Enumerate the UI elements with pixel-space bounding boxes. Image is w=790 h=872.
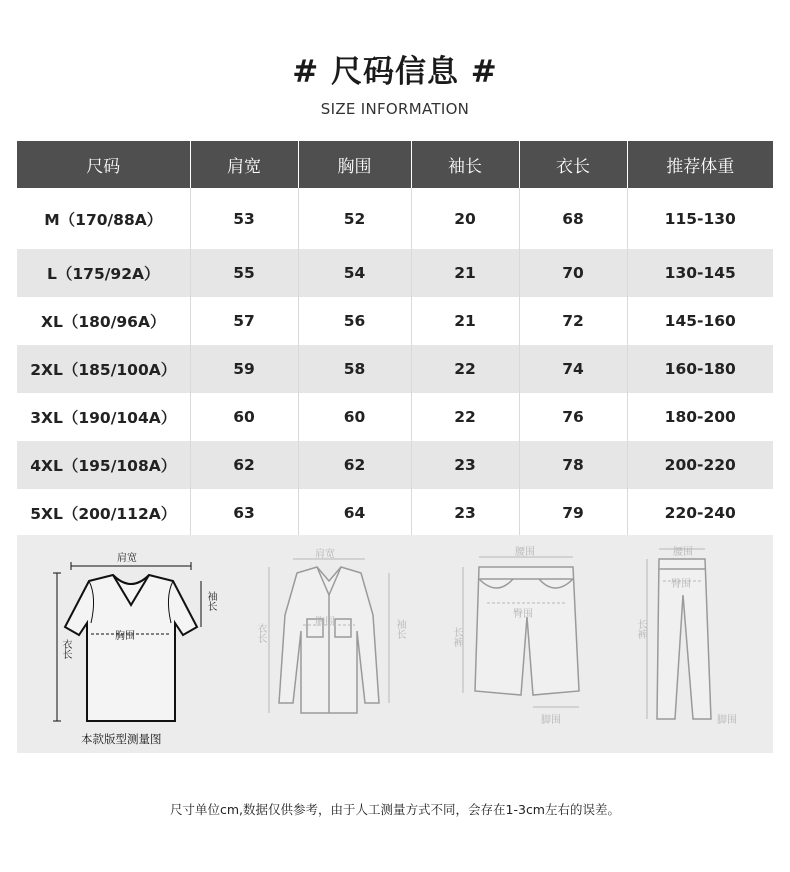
cell-sleeve: 22 xyxy=(411,393,519,441)
measurement-diagram xyxy=(17,535,773,753)
header-size: 尺码 xyxy=(17,141,190,188)
cell-shoulder: 59 xyxy=(190,345,298,393)
tshirt-sleeve-label: 袖长 xyxy=(205,591,216,611)
trousers-hip-label: 臀围 xyxy=(671,579,691,590)
shorts-illustration xyxy=(475,567,579,695)
tshirt-shoulder-label: 肩宽 xyxy=(117,553,137,564)
cell-chest: 56 xyxy=(298,297,411,345)
page-subtitle: SIZE INFORMATION xyxy=(320,100,470,118)
shirt-shoulder-label: 肩宽 xyxy=(315,549,335,560)
table-row xyxy=(17,188,773,249)
cell-weight: 220-240 xyxy=(664,504,736,522)
cell-sleeve: 23 xyxy=(411,489,519,537)
cell-sleeve: 23 xyxy=(411,441,519,489)
cell-shoulder: 57 xyxy=(190,297,298,345)
shirt-length-label: 衣长 xyxy=(255,623,266,643)
shirt-illustration xyxy=(279,567,379,713)
cell-weight: 115-130 xyxy=(664,209,736,228)
cell-length: 74 xyxy=(519,345,627,393)
cell-weight: 200-220 xyxy=(627,441,773,489)
shirt-chest-label: 胸围 xyxy=(315,617,335,628)
cell-length: 78 xyxy=(519,441,627,489)
cell-sleeve: 21 xyxy=(411,249,519,297)
table-header-row xyxy=(17,141,773,188)
cell-size: M（170/88A） xyxy=(17,188,190,249)
cell-shoulder: 63 xyxy=(190,489,298,537)
size-table xyxy=(17,141,773,537)
diagram-caption: 本款版型测量图 xyxy=(81,732,162,746)
cell-length: 70 xyxy=(519,249,627,297)
cell-size: 4XL（195/108A） xyxy=(17,441,190,489)
cell-chest: 62 xyxy=(298,441,411,489)
cell-chest: 54 xyxy=(298,249,411,297)
shorts-waist-label: 腰围 xyxy=(515,547,535,558)
table-row xyxy=(17,297,773,345)
cell-sleeve: 20 xyxy=(411,188,519,249)
cell-weight: 160-180 xyxy=(627,345,773,393)
cell-shoulder: 60 xyxy=(190,393,298,441)
shorts-hem-label: 脚围 xyxy=(541,715,561,726)
cell-chest: 60 xyxy=(298,393,411,441)
shorts-hip-label: 臀围 xyxy=(513,609,533,620)
cell-length: 76 xyxy=(519,393,627,441)
tshirt-illustration xyxy=(65,575,197,721)
cell-size: 3XL（190/104A） xyxy=(17,393,190,441)
cell-weight: 145-160 xyxy=(664,312,736,330)
header-shoulder: 肩宽 xyxy=(190,141,298,188)
table-row xyxy=(17,249,773,297)
cell-weight: 130-145 xyxy=(627,249,773,297)
table-row xyxy=(17,393,773,441)
trousers-waist-label: 腰围 xyxy=(673,547,693,558)
header-length: 衣长 xyxy=(519,141,627,188)
header-chest: 胸围 xyxy=(298,141,411,188)
garment-illustrations xyxy=(17,535,773,753)
cell-shoulder: 53 xyxy=(190,188,298,249)
table-row xyxy=(17,489,773,537)
cell-size: L（175/92A） xyxy=(17,249,190,297)
header-weight: 推荐体重 xyxy=(627,141,773,188)
trousers-length-label: 长裤 xyxy=(635,619,646,639)
tshirt-length-label: 衣长 xyxy=(60,639,71,659)
cell-length: 79 xyxy=(519,489,627,537)
table-row xyxy=(17,441,773,489)
cell-size: XL（180/96A） xyxy=(17,297,190,345)
header xyxy=(0,50,790,118)
cell-chest: 58 xyxy=(298,345,411,393)
cell-chest: 52 xyxy=(298,188,411,249)
shirt-sleeve-label: 袖长 xyxy=(394,619,405,639)
page-title: # 尺码信息 # xyxy=(292,54,498,90)
cell-size: 2XL（185/100A） xyxy=(17,345,190,393)
cell-size: 5XL（200/112A） xyxy=(17,489,190,537)
cell-shoulder: 55 xyxy=(190,249,298,297)
table-row xyxy=(17,345,773,393)
footer-note: 尺寸单位cm,数据仅供参考，由于人工测量方式不同，会存在1-3cm左右的误差。 xyxy=(170,802,620,817)
cell-length: 68 xyxy=(519,188,627,249)
cell-shoulder: 62 xyxy=(190,441,298,489)
cell-chest: 64 xyxy=(298,489,411,537)
cell-weight: 180-200 xyxy=(664,408,736,426)
cell-sleeve: 21 xyxy=(411,297,519,345)
shorts-length-label: 长裤 xyxy=(451,627,462,647)
tshirt-chest-label: 胸围 xyxy=(115,631,135,642)
trousers-hem-label: 脚围 xyxy=(717,715,737,726)
cell-length: 72 xyxy=(519,297,627,345)
header-sleeve: 袖长 xyxy=(411,141,519,188)
cell-sleeve: 22 xyxy=(411,345,519,393)
